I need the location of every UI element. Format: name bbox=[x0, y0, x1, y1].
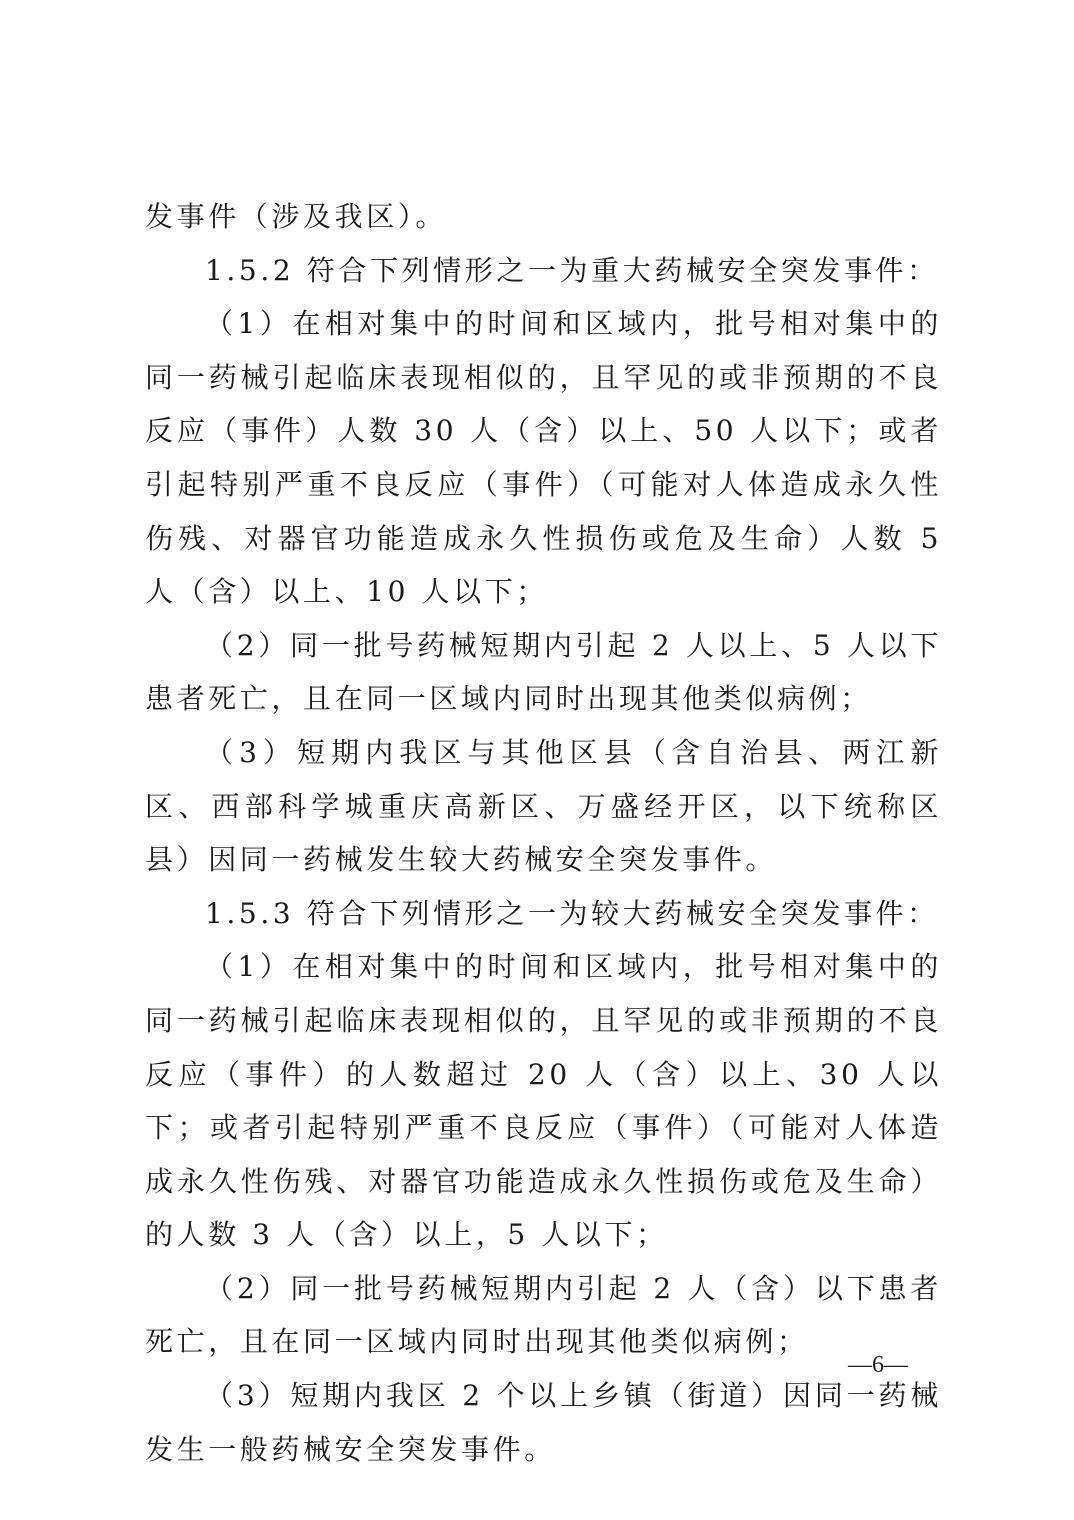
paragraph-larger-item-3: （3）短期内我区 2 个以上乡镇（街道）因同一药械发生一般药械安全突发事件。 bbox=[145, 1379, 942, 1466]
section-heading-1-5-3: 1.5.3 符合下列情形之一为较大药械安全突发事件： bbox=[205, 896, 939, 930]
paragraph-continuation: 发事件（涉及我区）。 bbox=[145, 200, 448, 233]
paragraph-major-item-1: （1）在相对集中的时间和区域内，批号相对集中的同一药械引起临床表现相似的，且罕见的或非预期的不良反应（事件）人数 30 人（含）以上、50 人以下；或者引起特别严重不良反应（事件）（可能对人体造成永久性伤残、对器官功能造成永久性损伤或危及生命）人数 5 人（含）以上、10 人以下； bbox=[145, 307, 942, 609]
paragraph-major-item-2: （2）同一批号药械短期内引起 2 人以上、5 人以下患者死亡，且在同一区域内同时出现其他类似病例； bbox=[145, 628, 942, 716]
paragraph-larger-item-1: （1）在相对集中的时间和区域内，批号相对集中的同一药械引起临床表现相似的，且罕见的或非预期的不良反应（事件）的人数超过 20 人（含）以上、30 人以下；或者引起特别严重不良反应（事件）（可能对人体造成永久性伤残、对器官功能造成永久性损伤或危及生命）的人数 3 人（含）以上，5 人以下； bbox=[145, 950, 942, 1252]
page-number: —6— bbox=[848, 1352, 908, 1378]
body-text bbox=[145, 190, 942, 1476]
paragraph-larger-item-2: （2）同一批号药械短期内引起 2 人（含）以下患者死亡，且在同一区域内同时出现其他类似病例； bbox=[145, 1271, 942, 1359]
section-heading-1-5-2: 1.5.2 符合下列情形之一为重大药械安全突发事件： bbox=[205, 253, 939, 287]
paragraph-major-item-3: （3）短期内我区与其他区县（含自治县、两江新区、西部科学城重庆高新区、万盛经开区，以下统称区县）因同一药械发生较大药械安全突发事件。 bbox=[145, 735, 942, 877]
